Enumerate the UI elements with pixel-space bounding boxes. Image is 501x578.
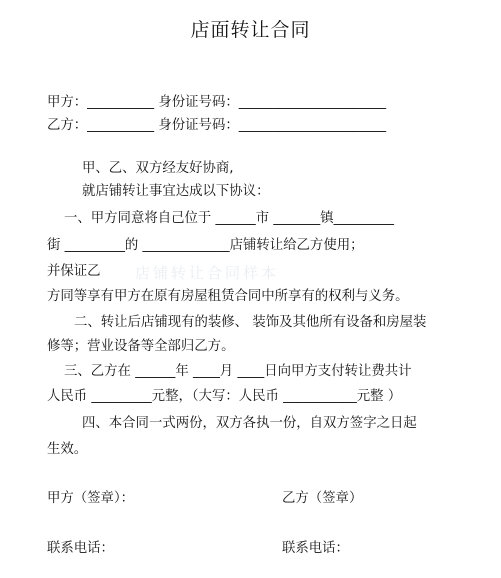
watermark: 店铺转让合同样本 (135, 264, 280, 282)
clause-1-line-3: 并保证乙 (47, 264, 101, 279)
clause-1-line-4: 方同等享有甲方在原有房屋租赁合同中所享有的权利与义务。 (47, 289, 409, 304)
intro-line-1: 甲、乙、双方经友好协商, (82, 161, 234, 176)
clause-3-line-1: 三、乙方在 ______年 ____月 ____日向甲方支付转让费共计 (64, 364, 412, 379)
party-b-phone-label: 联系电话： (282, 541, 349, 556)
clause-3-line-2: 人民币 _________元整，（大写：人民币 ___________元整 ） (47, 389, 402, 404)
document-title: 店面转让合同 (190, 19, 311, 41)
party-a-phone-label: 联系电话： (47, 541, 114, 556)
party-a-signature-label: 甲方（签章）： (47, 491, 135, 506)
clause-4-line-1: 四、本合同一式两份，双方各执一份，自双方签字之日起 (82, 416, 417, 431)
party-a-id-line: 甲方：__________ 身份证号码：______________________ (47, 95, 387, 110)
party-b-signature-label: 乙方（签章） (282, 491, 363, 506)
clause-4-line-2: 生效。 (47, 442, 88, 457)
intro-line-2: 就店铺转让事宜达成以下协议： (82, 184, 270, 199)
clause-2-line-1: 二、转让后店铺现有的装修、 装饰及其他所有设备和房屋装 (74, 315, 427, 330)
clause-1-line-2: 街 _________的 _____________店铺转让给乙方使用； (47, 238, 364, 253)
clause-1-line-1: 一、甲方同意将自己位于 ______市 _______镇_________ (64, 211, 394, 226)
party-b-id-line: 乙方：__________ 身份证号码：______________________ (47, 118, 387, 133)
clause-2-line-2: 修等；营业设备等全部归乙方。 (47, 339, 235, 354)
